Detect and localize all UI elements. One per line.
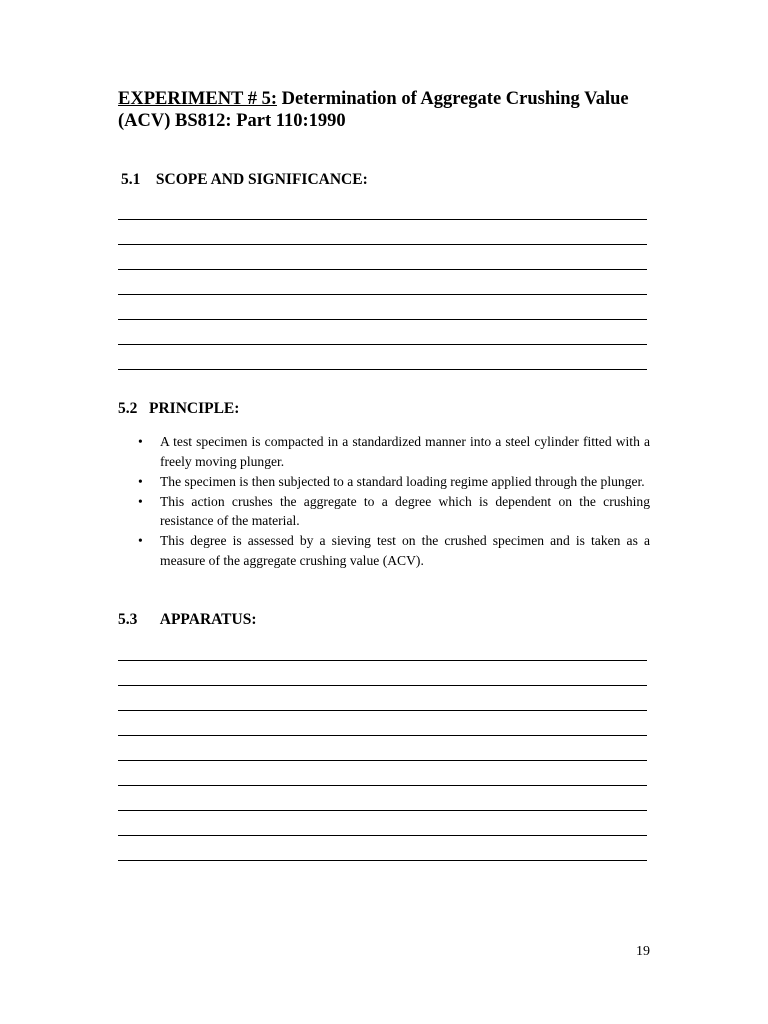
blank-line	[118, 735, 647, 736]
experiment-title	[118, 88, 658, 132]
blank-line	[118, 710, 647, 711]
blank-line	[118, 319, 647, 320]
blank-lines-apparatus	[118, 660, 647, 861]
section-heading-apparatus: 5.3 APPARATUS:	[118, 611, 257, 628]
list-item: • The specimen is then subjected to a standard loading regime applied through the plunger.	[138, 472, 650, 492]
list-item: • This action crushes the aggregate to a degree which is dependent on the crushing resistance of the material.	[138, 493, 650, 528]
blank-lines-scope	[118, 219, 647, 370]
blank-line	[118, 219, 647, 220]
section-heading-scope: 5.1 SCOPE AND SIGNIFICANCE:	[121, 171, 368, 188]
bullet-icon: •	[138, 493, 143, 509]
blank-line	[118, 344, 647, 345]
blank-line	[118, 785, 647, 786]
experiment-number: EXPERIMENT # 5:	[118, 89, 277, 109]
blank-line	[118, 835, 647, 836]
blank-line	[118, 860, 647, 861]
bullet-icon: •	[138, 533, 143, 548]
blank-line	[118, 369, 647, 370]
list-item: • This degree is assessed by a sieving test on the crushed specimen and is taken as a measure of the aggregate crushing value (ACV).	[138, 533, 650, 568]
principle-bullet-list	[138, 432, 650, 571]
blank-line	[118, 269, 647, 270]
blank-line	[118, 294, 647, 295]
bullet-icon: •	[138, 434, 143, 449]
page-number: 19	[636, 944, 650, 959]
bullet-icon: •	[138, 473, 143, 489]
experiment-name: Determination of Aggregate Crushing Value (ACV) BS812: Part 110:1990	[118, 89, 629, 131]
blank-line	[118, 244, 647, 245]
blank-line	[118, 660, 647, 661]
blank-line	[118, 760, 647, 761]
blank-line	[118, 685, 647, 686]
list-item: • A test specimen is compacted in a standardized manner into a steel cylinder fitted with a freely moving plunger.	[138, 434, 650, 469]
blank-line	[118, 810, 647, 811]
section-heading-principle: 5.2 PRINCIPLE:	[118, 400, 240, 417]
